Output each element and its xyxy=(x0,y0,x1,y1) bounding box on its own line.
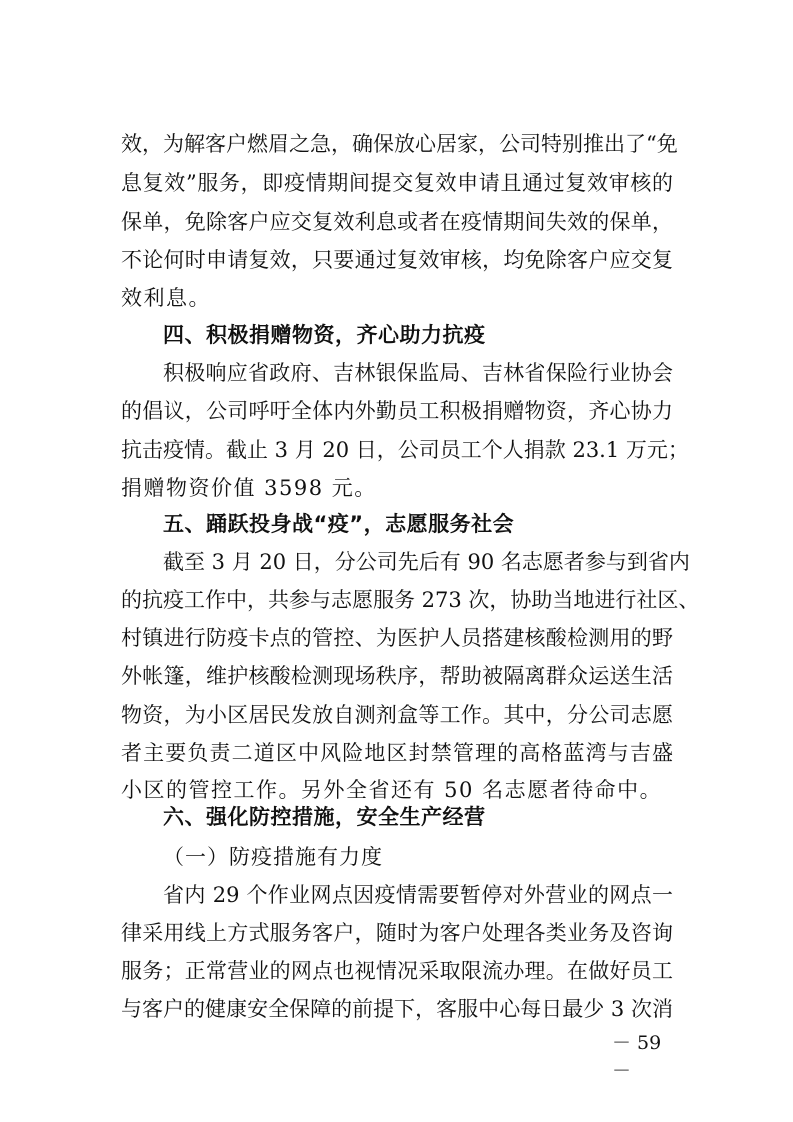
paragraph-line: 服务；正常营业的网点也视情况采取限流办理。在做好员工 xyxy=(121,959,673,983)
paragraph-line: 省内 29 个作业网点因疫情需要暂停对外营业的网点一 xyxy=(163,883,673,907)
paragraph-line: 保单，免除客户应交复效利息或者在疫情期间失效的保单， xyxy=(121,210,673,234)
paragraph-line: 小区的管控工作。另外全省还有 50 名志愿者待命中。 xyxy=(121,778,663,802)
page-number: － 59 － xyxy=(612,1032,662,1082)
paragraph-line: 律采用线上方式服务客户，随时为客户处理各类业务及咨询 xyxy=(121,921,673,945)
paragraph-line: 抗击疫情。截止 3 月 20 日，公司员工个人捐款 23.1 万元； xyxy=(121,438,689,462)
section-heading-5: 五、踊跃投身战“疫”，志愿服务社会 xyxy=(163,512,515,536)
paragraph-line: 效利息。 xyxy=(121,286,211,310)
section-heading-4: 四、积极捐赠物资，齐心助力抗疫 xyxy=(163,323,486,347)
paragraph-line: 捐赠物资价值 3598 元。 xyxy=(121,476,377,500)
paragraph-line: 与客户的健康安全保障的前提下，客服中心每日最少 3 次消 xyxy=(121,997,673,1021)
paragraph-line: 效，为解客户燃眉之急，确保放心居家，公司特别推出了“免 xyxy=(121,132,678,156)
section-heading-6: 六、强化防控措施，安全生产经营 xyxy=(163,805,486,829)
paragraph-line: 息复效”服务，即疫情期间提交复效申请且通过复效审核的 xyxy=(121,171,673,195)
paragraph-line: 外帐篷，维护核酸检测现场秩序，帮助被隔离群众运送生活 xyxy=(121,664,673,688)
paragraph-line: 截至 3 月 20 日，分公司先后有 90 名志愿者参与到省内 xyxy=(163,550,690,574)
subsection-heading: （一）防疫措施有力度 xyxy=(163,845,383,869)
paragraph-line: 积极响应省政府、吉林银保监局、吉林省保险行业协会 xyxy=(163,361,673,385)
paragraph-line: 村镇进行防疫卡点的管控、为医护人员搭建核酸检测用的野 xyxy=(121,626,673,650)
paragraph-line: 不论何时申请复效，只要通过复效审核，均免除客户应交复 xyxy=(121,248,673,272)
paragraph-line: 的抗疫工作中，共参与志愿服务 273 次，协助当地进行社区、 xyxy=(121,588,700,612)
paragraph-line: 物资，为小区居民发放自测剂盒等工作。其中，分公司志愿 xyxy=(121,703,673,727)
paragraph-line: 者主要负责二道区中风险地区封禁管理的高格蓝湾与吉盛 xyxy=(121,741,673,765)
paragraph-line: 的倡议，公司呼吁全体内外勤员工积极捐赠物资，齐心协力 xyxy=(121,399,673,423)
